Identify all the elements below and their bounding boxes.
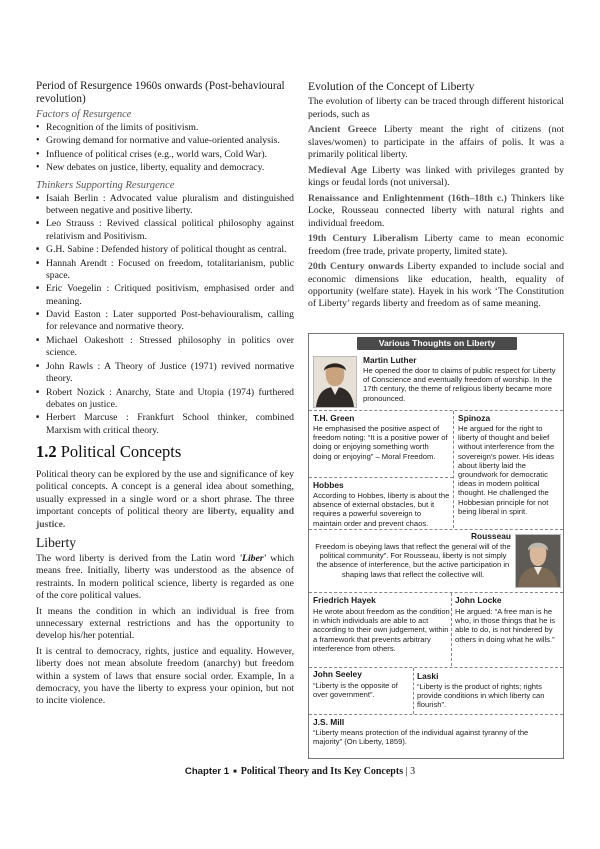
divider xyxy=(309,477,453,478)
rousseau-portrait-icon xyxy=(516,535,560,587)
liberty-heading: Liberty xyxy=(36,534,77,550)
liberty-p1-a: The word liberty is derived from the Latin word xyxy=(36,552,240,564)
period-text: Liberty came to mean economic freedom (free trade, private property, limited state). xyxy=(308,233,564,257)
spinoza-text: He argued for the right to liberty of thought and belief without interference from the sovereign's power. His ideas about liberty laid the groundwork for democratic ideas in modern political thought. He challenged the Hobbesian principle for not being liberal in spirit. xyxy=(458,424,555,516)
period-label: 19th Century Liberalism xyxy=(308,233,419,245)
rousseau-text: Freedom is obeying laws that reflect the general will of the political community”. For Rousseau, liberty is not simply the absence of interference, but the active participation in shaping laws that reflect the collective will. xyxy=(315,542,511,579)
latin-word: 'Liber' xyxy=(239,552,267,564)
period-label: Ancient Greece xyxy=(308,124,377,136)
liberty-paragraph-3: It is central to democracy, rights, justice and equality. However, liberty does not mean absolute freedom (anarchy) but freedom within a system of laws that ensure social order. Example, In a democracy, you have the liberty to express your opinion, but not to incite violence. xyxy=(36,645,294,707)
rousseau-portrait-image xyxy=(515,534,561,588)
list-item: • Recognition of the limits of positivism. xyxy=(36,122,294,134)
list-item: • Influence of political crises (e.g., world wars, Cold War). xyxy=(36,149,294,161)
thinkers-heading: Thinkers Supporting Resurgence xyxy=(36,179,175,191)
section-number: 1.2 xyxy=(36,441,57,461)
page-number: 3 xyxy=(410,766,416,777)
list-item: ■ Isaiah Berlin : Advocated value pluralism and distinguished between negative and positive liberty. xyxy=(36,193,294,218)
hayek-name: Friedrich Hayek xyxy=(313,595,376,605)
liberty-paragraph-1 xyxy=(36,553,294,603)
factors-heading: Factors of Resurgence xyxy=(36,108,132,120)
laski-name: Laski xyxy=(417,671,439,681)
factors-list xyxy=(36,122,294,175)
luther-text: He opened the door to claims of public respect for Liberty of Conscience and eventually freedom of worship. In the 17th century, the theme of religious liberty became more pronounced. xyxy=(363,366,556,403)
evolution-heading: Evolution of the Concept of Liberty xyxy=(308,80,475,93)
divider xyxy=(309,714,563,715)
list-item: ■ John Rawls : A Theory of Justice (1971) revived normative theory. xyxy=(36,361,294,386)
period-text: Liberty meant the right of citizens (not slaves/women) to participate in the affairs of polis. It was a primarily political liberty. xyxy=(308,124,564,161)
period-ancient-greece xyxy=(308,124,564,161)
thoughts-banner: Various Thoughts on Liberty xyxy=(357,337,517,350)
hayek-text: He wrote about freedom as the condition in which individuals are able to act according to their own judgement, within a framework that prevents arbitrary interference from others. xyxy=(313,607,450,653)
list-item: ■ Hannah Arendt : Focused on freedom, totalitarianism, public space. xyxy=(36,258,294,283)
locke-text: He argued: “A free man is he who, in those things that he is able to do, is not hindered by others in doing what he wills.” xyxy=(455,607,556,644)
thoughts-on-liberty-box xyxy=(308,333,564,759)
concepts-paragraph xyxy=(36,469,294,531)
list-item: • New debates on justice, liberty, equality and democracy. xyxy=(36,162,294,174)
divider xyxy=(451,593,452,666)
list-item: ■ Eric Voegelin : Critiqued positivism, emphasised order and meaning. xyxy=(36,283,294,308)
section-title xyxy=(36,442,294,462)
concepts-text: Political theory can be explored by the use and significance of key political concepts. A concept is a general idea about something, usually expressed in a single word or a short phrase. The three important concepts of political theory are xyxy=(36,468,294,518)
footer-title: Political Theory and Its Key Concepts xyxy=(240,766,404,777)
seeley-text: “Liberty is the opposite of over government”. xyxy=(313,681,398,700)
liberty-paragraph-2: It means the condition in which an individual is free from unnecessary external restrictions and has the opportunity to develop his/her potential. xyxy=(36,605,294,642)
period-label: Medieval Age xyxy=(308,164,367,176)
seeley-name: John Seeley xyxy=(313,669,362,679)
green-name: T.H. Green xyxy=(313,413,355,423)
rousseau-name: Rousseau xyxy=(470,531,511,541)
footer-chapter: Chapter 1 xyxy=(184,766,230,777)
section-title-text: Political Concepts xyxy=(60,441,182,461)
list-item: ■ Michael Oakeshott : Stressed philosophy in politics over science. xyxy=(36,335,294,360)
spinoza-name: Spinoza xyxy=(458,413,491,423)
period-text: Liberty was linked with privileges granted by kings or feudal lords (not universal). xyxy=(308,164,564,189)
luther-name: Martin Luther xyxy=(363,355,417,365)
period-19th-century xyxy=(308,233,564,258)
period-medieval xyxy=(308,165,564,190)
evolution-intro: The evolution of liberty can be traced through different historical periods, such as xyxy=(308,96,564,120)
list-item: ■ David Easton : Later supported Post-behaviouralism, calling for relevance and normative theory. xyxy=(36,309,294,334)
list-item: ■ Herbert Marcuse : Frankfurt School thinker, combined Marxism with critical theory. xyxy=(36,412,294,437)
right-column xyxy=(308,80,564,314)
period-label: Renaissance and Enlightenment (16th–18th c.) xyxy=(308,192,507,204)
divider xyxy=(309,592,563,593)
divider xyxy=(309,667,563,668)
period-text: Liberty expanded to include social and economic dimensions like education, health, equality of opportunity (welfare state). Hayek in his work ‘The Constitution of Liberty’ regards liberty and freedom as of same meaning. xyxy=(308,261,564,310)
page-footer: Chapter 1 ■ Political Theory and Its Key Concepts | 3 xyxy=(184,766,416,777)
list-item: ■ Robert Nozick : Anarchy, State and Utopia (1974) furthered debates on justice. xyxy=(36,387,294,412)
square-bullet-icon: ■ xyxy=(233,769,237,775)
left-column xyxy=(36,80,294,711)
divider xyxy=(309,529,563,530)
locke-name: John Locke xyxy=(455,595,502,605)
resurgence-heading: Period of Resurgence 1960s onwards (Post-behavioural revolution) xyxy=(36,80,285,106)
concepts-highlight: liberty, equality and justice. xyxy=(36,506,294,530)
hobbes-name: Hobbes xyxy=(313,480,344,490)
divider xyxy=(309,410,563,411)
mill-text: “Liberty means protection of the individual against tyranny of the majority” (On Liberty, 1859). xyxy=(313,728,529,747)
liberty-p1-b: which means free. Initially, liberty was understood as the absence of restraints. In modern political science, liberty is regarded as one of the core political values. xyxy=(36,552,294,602)
green-text: He emphasised the positive aspect of freedom noting: “It is a positive power of doing or enjoying something worth doing or enjoying” – Moral Freedom. xyxy=(313,424,448,461)
mill-name: J.S. Mill xyxy=(313,717,345,727)
divider xyxy=(413,668,414,714)
period-20th-century xyxy=(308,261,564,311)
list-item: • Growing demand for normative and value-oriented analysis. xyxy=(36,135,294,147)
thinkers-list xyxy=(36,193,294,437)
laski-text: “Liberty is the product of rights; rights provide conditions in which liberty can flourish”. xyxy=(417,682,545,710)
hobbes-text: According to Hobbes, liberty is about the absence of external obstacles, but it requires a powerful sovereign to maintain order and prevent chaos. xyxy=(313,491,450,528)
period-text: Thinkers like Locke, Rousseau connected liberty with natural rights and individual freedom. xyxy=(308,192,564,229)
period-label: 20th Century onwards xyxy=(308,261,404,273)
luther-portrait-image xyxy=(313,356,357,408)
divider xyxy=(453,411,454,528)
list-item: ■ Leo Strauss : Revived classical political philosophy against relativism and Positivism. xyxy=(36,218,294,243)
period-renaissance xyxy=(308,193,564,230)
luther-portrait-icon xyxy=(314,357,356,407)
list-item: ■ G.H. Sabine : Defended history of political thought as central. xyxy=(36,244,294,256)
